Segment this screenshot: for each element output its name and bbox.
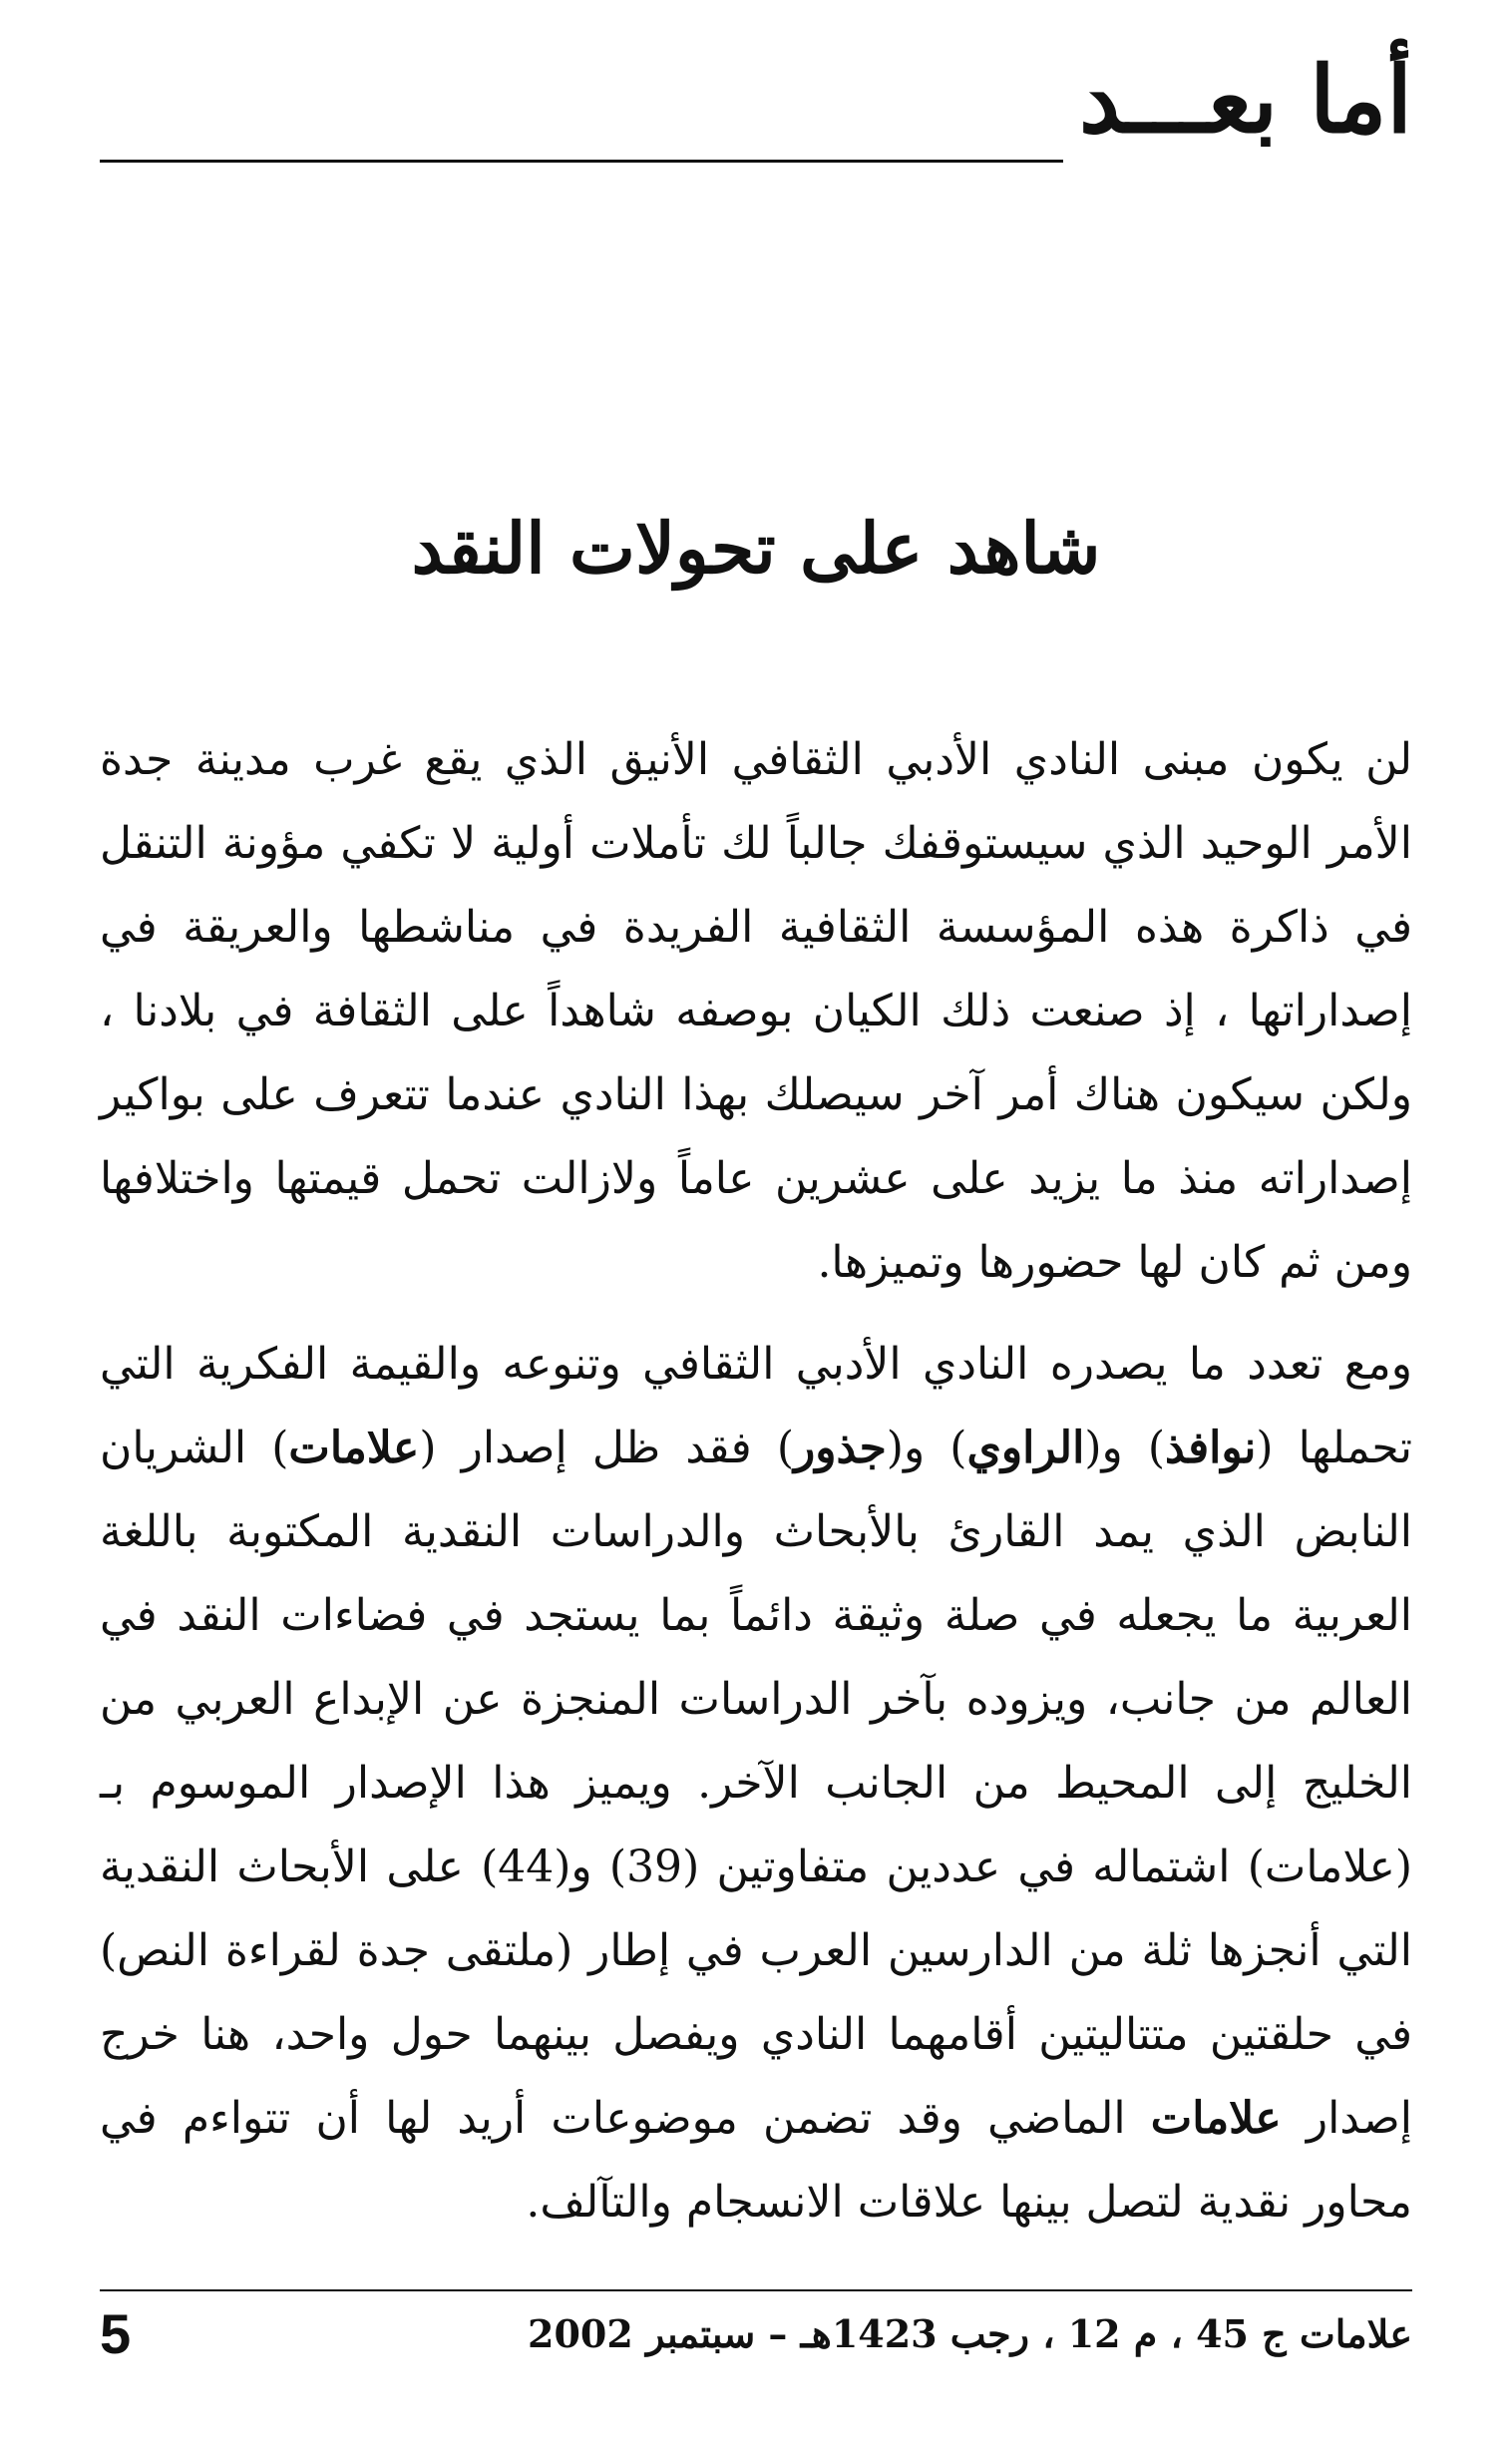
paragraph-2-text-d: ) فقد ظل إصدار (	[419, 1423, 794, 1473]
article-title: شاهد على تحولات النقد	[411, 507, 1101, 590]
publication-name-nawafidh: نوافذ	[1165, 1423, 1257, 1473]
publication-name-alamat-2: علامات	[1150, 2093, 1282, 2144]
section-title: أما بعـــد	[1078, 46, 1412, 154]
paragraph-2-text-f: الماضي وقد تضمن موضوعات أريد لها أن تتواءم في محاور نقدية لتصل بينها علاقات الانسجام والتآلف.	[100, 2093, 1412, 2228]
article-body	[100, 718, 1412, 2245]
paragraph-2-text-e: ) الشريان النابض الذي يمد القارئ بالأبحاث والدراسات النقدية المكتوبة باللغة العربية ما يجعله في صلة وثيقة دائماً بما يستجد في فضاءات النقد في العالم من جانب، ويزوده بآخر الدراسات المنجزة عن الإبداع العربي من الخليج إلى المحيط من الجانب الآخر. ويميز هذا الإصدار الموسوم بـ (علامات) اشتماله في عددين متفاوتين (39) و(44) على الأبحاث النقدية التي أنجزها ثلة من الدارسين العرب في إطار (ملتقى جدة لقراءة النص) في حلقتين متتاليتين أقامهما النادي ويفصل بينهما حول واحد، هنا خرج إصدار	[100, 1423, 1412, 2144]
publication-name-judhur: جذور	[793, 1423, 887, 1473]
issue-info: علامات ج 45 ، م 12 ، رجب 1423هـ – سبتمبر 2002	[528, 2311, 1412, 2356]
publication-name-rawi: الراوي	[966, 1423, 1085, 1473]
paragraph-2-text-c: ) و(	[886, 1423, 967, 1473]
publication-name-alamat: علامات	[288, 1423, 420, 1473]
section-header	[100, 40, 1412, 160]
footer-rule	[100, 2289, 1412, 2291]
header-rule	[100, 160, 1063, 163]
page-number: 5	[100, 2302, 132, 2365]
page-footer	[100, 2304, 1412, 2364]
paragraph-2-text-a: ومع تعدد ما يصدره النادي الأدبي الثقافي وتنوعه والقيمة الفكرية التي تحملها (	[100, 1339, 1412, 1473]
paragraph-2-text-b: ) و(	[1084, 1423, 1166, 1473]
paragraph-2	[100, 1323, 1412, 2245]
paragraph-1: لن يكون مبنى النادي الأدبي الثقافي الأنيق الذي يقع غرب مدينة جدة الأمر الوحيد الذي سيستوقفك جالباً لك تأملات أولية لا تكفي مؤونة التنقل في ذاكرة هذه المؤسسة الثقافية الفريدة في مناشطها والعريقة في إصداراتها ، إذ صنعت ذلك الكيان بوصفه شاهداً على الثقافة في بلادنا ، ولكن سيكون هناك أمر آخر سيصلك بهذا النادي عندما تتعرف على بواكير إصداراته منذ ما يزيد على عشرين عاماً ولازالت تحمل قيمتها واختلافها ومن ثم كان لها حضورها وتميزها.	[100, 734, 1412, 1288]
